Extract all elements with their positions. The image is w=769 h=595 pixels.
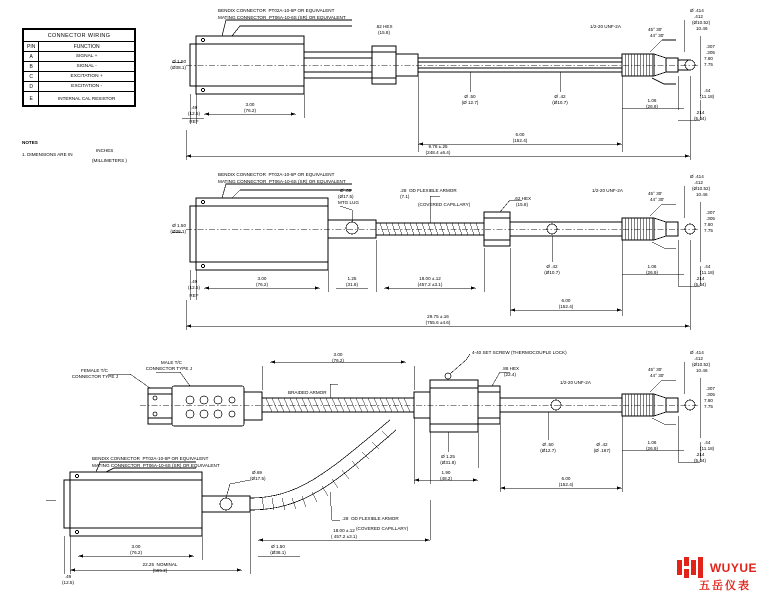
v2-dim-600: 6.00: [561, 298, 571, 303]
v1-dim-214: .214: [695, 110, 705, 115]
v2-dim-414: Ø .414: [690, 174, 704, 179]
v3-female-tc-2: CONNECTOR TYPE J: [71, 374, 118, 379]
note-units-mm: (MILLIMETERS ): [92, 158, 127, 163]
v1-angle-1: 45° 30': [648, 27, 663, 32]
v3-dim-190-mm: (48.2): [439, 476, 453, 481]
wiring-function: EXCITATION +: [39, 72, 135, 82]
wiring-col-pin: PIN: [24, 42, 39, 52]
v1-hex: .62 HEX: [375, 24, 393, 29]
v2-dim-600-mm: (152.4): [558, 304, 574, 309]
v1-hex-mm: (15.8): [377, 30, 391, 35]
v3-dim-600: 6.00: [561, 476, 571, 481]
v4-dim-300-mm: (76.2): [129, 550, 143, 555]
v4-connector-callout-1: BENDIX CONNECTOR PT02A-10-6P OR EQUIVALENT: [92, 456, 209, 461]
v2-dim-106: 1.06: [647, 264, 657, 269]
v2-dia-42: Ø .42: [546, 264, 558, 269]
v3-dim-125-mm: (Ø31.8): [440, 460, 456, 465]
v2-dim-49-mm: (12.5): [187, 285, 201, 290]
v2-dim-775: 7.75: [704, 228, 713, 233]
v3-dim-106-mm: (26.9): [645, 446, 659, 451]
v1-dim-300-mm: (76.2): [243, 108, 257, 113]
v1-dia-42: Ø .42: [554, 94, 566, 99]
v1-dim-600-mm: (152.4): [512, 138, 528, 143]
v2-lug-dia-mm: (Ø17.5): [338, 194, 354, 199]
v3-dim-600-mm: (152.4): [558, 482, 574, 487]
wiring-function: EXCITATION -: [39, 82, 135, 92]
v2-dim-2975: 29.75 ±.16: [427, 314, 449, 319]
v1-dim-775: 7.75: [704, 62, 713, 67]
v1-connector-callout-2: MATING CONNECTOR PT06A-10-6S (SR) OR EQUIVALENT: [218, 15, 346, 20]
v4-dim-300: 3.00: [131, 544, 141, 549]
v1-dia-50: Ø .50: [464, 94, 476, 99]
v2-dim-44-mm: (11.18): [700, 270, 715, 275]
brand-logo: [677, 557, 757, 579]
v1-dim-214-mm: (5.44): [693, 116, 707, 121]
wiring-pin: D: [24, 82, 39, 92]
v3-dim-214: .214: [695, 452, 705, 457]
v2-angle-2: 44° 30': [650, 197, 665, 202]
v1-dim-106: 1.06: [647, 98, 657, 103]
v1-dim-780: 7.80: [704, 56, 713, 61]
v2-dim-780: 7.80: [704, 222, 713, 227]
v2-dim-1800: 18.00 ±.12: [419, 276, 441, 281]
v1-dim-44: .44: [704, 88, 711, 93]
v1-dia-50-mm: (Ø 12.7): [461, 100, 479, 105]
v2-dim-300: 3.00: [257, 276, 267, 281]
table-row: [24, 92, 135, 106]
v1-dim-1052: (Ø10.52): [692, 20, 711, 25]
v2-hex: .62 HEX: [514, 196, 532, 201]
wiring-pin: A: [24, 52, 39, 62]
v3-thread: 1/2-20 UNF-2A: [560, 380, 591, 385]
v1-dim-307: .307: [706, 44, 715, 49]
v3-dia-42: Ø .42: [596, 442, 608, 447]
v1-dim-978-mm: (248.4 ±6.4): [425, 150, 451, 155]
v3-dia-42-mm: (Ø .167): [593, 448, 611, 453]
v3-dim-214-mm: (5.44): [693, 458, 707, 463]
wuyue-mark-icon: [677, 557, 705, 579]
v1-dia-150: Ø 1.50: [172, 59, 186, 64]
v2-dim-106-mm: (26.9): [645, 270, 659, 275]
v3-dim-44-mm: (11.18): [700, 446, 715, 451]
v4-dim-1800: 18.00 ±.12: [333, 528, 355, 533]
v3-dim-305: .305: [706, 392, 715, 397]
note-units-inches: INCHES: [96, 148, 114, 153]
v3-hex: .88 HEX: [502, 366, 520, 371]
v3-hex-mm: (22.4): [504, 372, 517, 377]
v1-thread: 1/2-20 UNF-2A: [590, 24, 621, 29]
v2-dim-214: .214: [695, 276, 705, 281]
v1-dim-978: 9.78 ±.25: [428, 144, 448, 149]
wiring-col-function: FUNCTION: [39, 42, 135, 52]
v1-dim-44-mm: (11.18): [700, 94, 715, 99]
v3-dim-190: 1.90: [441, 470, 451, 475]
v3-dim-775: 7.75: [704, 404, 713, 409]
v3-angle-1: 45° 30': [648, 367, 663, 372]
v4-lug-dia-mm: (Ø17.5): [250, 476, 266, 481]
wiring-function: SIGNAL +: [39, 52, 135, 62]
v2-dia-42-mm: (Ø10.7): [544, 270, 560, 275]
wiring-pin: B: [24, 62, 39, 72]
v4-armor-note: (COVERED CAPILLARY): [356, 526, 409, 531]
wiring-function: INTERNAL CAL RESISTOR: [39, 92, 135, 106]
v3-dia-50-mm: (Ø12.7): [540, 448, 556, 453]
brand-cn-text: 五岳仪表: [699, 580, 751, 592]
v3-setscrew: 4-40 SET SCREW (THERMOCOUPLE LOCK): [472, 350, 567, 355]
v1-dim-106-mm: (26.9): [645, 104, 659, 109]
v2-armor: .28 OD FLEXIBLE ARMOR: [400, 188, 457, 193]
v3-dim-780: 7.80: [704, 398, 713, 403]
v3-dim-1052: (Ø10.52): [692, 362, 711, 367]
table-row: [24, 62, 135, 72]
v3-dim-300-mm: (76.2): [331, 358, 345, 363]
v2-connector-callout-1: BENDIX CONNECTOR PT02A-10-6P OR EQUIVALENT: [218, 172, 335, 177]
v2-armor-mm: (7.1): [400, 194, 410, 199]
v3-female-tc-1: FEMALE T/C: [81, 368, 108, 373]
v2-dim-305: .305: [706, 216, 715, 221]
v3-dim-307: .307: [706, 386, 715, 391]
v4-dim-2225: 22.25 NOMINAL: [142, 562, 178, 567]
v3-angle-2: 44° 30': [650, 373, 665, 378]
v2-dim-1052: (Ø10.52): [692, 186, 711, 191]
v3-male-tc-1: MALE T/C: [160, 360, 182, 365]
v2-dia-150-mm: (Ø38.1): [170, 229, 186, 234]
v2-lug-dia: Ø .69: [340, 188, 352, 193]
v1-connector-callout-1: BENDIX CONNECTOR PT02A-10-6P OR EQUIVALENT: [218, 8, 335, 13]
connector-wiring-table: [22, 28, 136, 107]
v2-dim-44: .44: [704, 264, 711, 269]
v2-dim-300-mm: (76.2): [255, 282, 269, 287]
v1-dia-150-mm: (Ø38.1): [170, 65, 186, 70]
v2-hex-mm: (15.8): [516, 202, 529, 207]
v2-dim-1046: 10.46: [696, 192, 708, 197]
wiring-pin: C: [24, 72, 39, 82]
v1-dim-414: Ø .414: [690, 8, 704, 13]
v2-dim-412: .412: [694, 180, 703, 185]
v3-dia-50: Ø .50: [542, 442, 554, 447]
v1-dim-300: 3.00: [245, 102, 255, 107]
table-row: [24, 72, 135, 82]
v4-lug-dia: Ø.69: [252, 470, 262, 475]
v1-dia-42-mm: (Ø10.7): [552, 100, 568, 105]
v1-dim-49: .49: [190, 105, 198, 110]
wiring-table-title: CONNECTOR WIRING: [24, 30, 135, 42]
v3-dim-125: Ø 1.25: [441, 454, 455, 459]
v2-thread: 1/2-20 UNF-2A: [592, 188, 623, 193]
note-1: 1. DIMENSIONS ARE IN: [22, 152, 73, 157]
v2-ref: REF: [189, 293, 199, 298]
v3-dim-1046: 10.46: [696, 368, 708, 373]
v3-braided-armor: BRAIDED ARMOR: [288, 390, 327, 395]
brand-latin-text: WUYUE: [709, 561, 757, 575]
v3-dim-44: .44: [704, 440, 711, 445]
v3-dim-412: .412: [694, 356, 703, 361]
v4-dim-49: .49: [64, 574, 72, 579]
notes-heading: NOTES: [22, 140, 38, 145]
v1-dim-600: 6.00: [515, 132, 525, 137]
v2-dia-150: Ø 1.50: [172, 223, 186, 228]
v3-dim-414: Ø .414: [690, 350, 704, 355]
table-row: [24, 52, 135, 62]
v2-armor-note: (COVERED CAPILLARY): [418, 202, 471, 207]
v2-dim-1800-mm: (457.2 ±3.1): [417, 282, 443, 287]
v4-dim-49-mm: (12.5): [61, 580, 75, 585]
v1-dim-412: .412: [694, 14, 703, 19]
v1-dim-49-mm: (12.5): [187, 111, 201, 116]
v1-angle-2: 44° 30': [650, 33, 665, 38]
v1-ref: REF: [189, 119, 199, 124]
v3-dim-106: 1.06: [647, 440, 657, 445]
v2-lug-label: MTG LUG: [338, 200, 359, 205]
v4-dia-150-mm: (Ø38.1): [270, 550, 286, 555]
v4-armor: .28 OD FLEXIBLE ARMOR: [342, 516, 399, 521]
v2-dim-125-mm: (31.8): [345, 282, 359, 287]
v2-angle-1: 45° 30': [648, 191, 663, 196]
v2-dim-214-mm: (5.44): [693, 282, 707, 287]
wiring-function: SIGNAL -: [39, 62, 135, 72]
v4-dia-150: Ø 1.50: [271, 544, 285, 549]
v1-dim-1046: 10.46: [696, 26, 708, 31]
v2-dim-307: .307: [706, 210, 715, 215]
v3-male-tc-2: CONNECTOR TYPE J: [145, 366, 192, 371]
wiring-pin: E: [24, 92, 39, 106]
v2-connector-callout-2: MATING CONNECTOR PT06A-10-6S (SR) OR EQUIVALENT: [218, 179, 346, 184]
table-row: [24, 82, 135, 92]
v4-dim-1800-mm: ( 457.2 ±3.1): [330, 534, 358, 539]
v2-dim-49: .49: [190, 279, 198, 284]
v2-dim-2975-mm: (755.6 ±4.6): [425, 320, 451, 325]
v4-dim-2225-mm: (565.2): [152, 568, 168, 573]
v3-dim-300: 3.00: [333, 352, 343, 357]
v4-connector-callout-2: MATING CONNECTOR PT06A-10-6S (SR) OR EQUIVALENT: [92, 463, 220, 468]
v2-dim-125: 1.25: [347, 276, 357, 281]
v1-dim-305: .305: [706, 50, 715, 55]
